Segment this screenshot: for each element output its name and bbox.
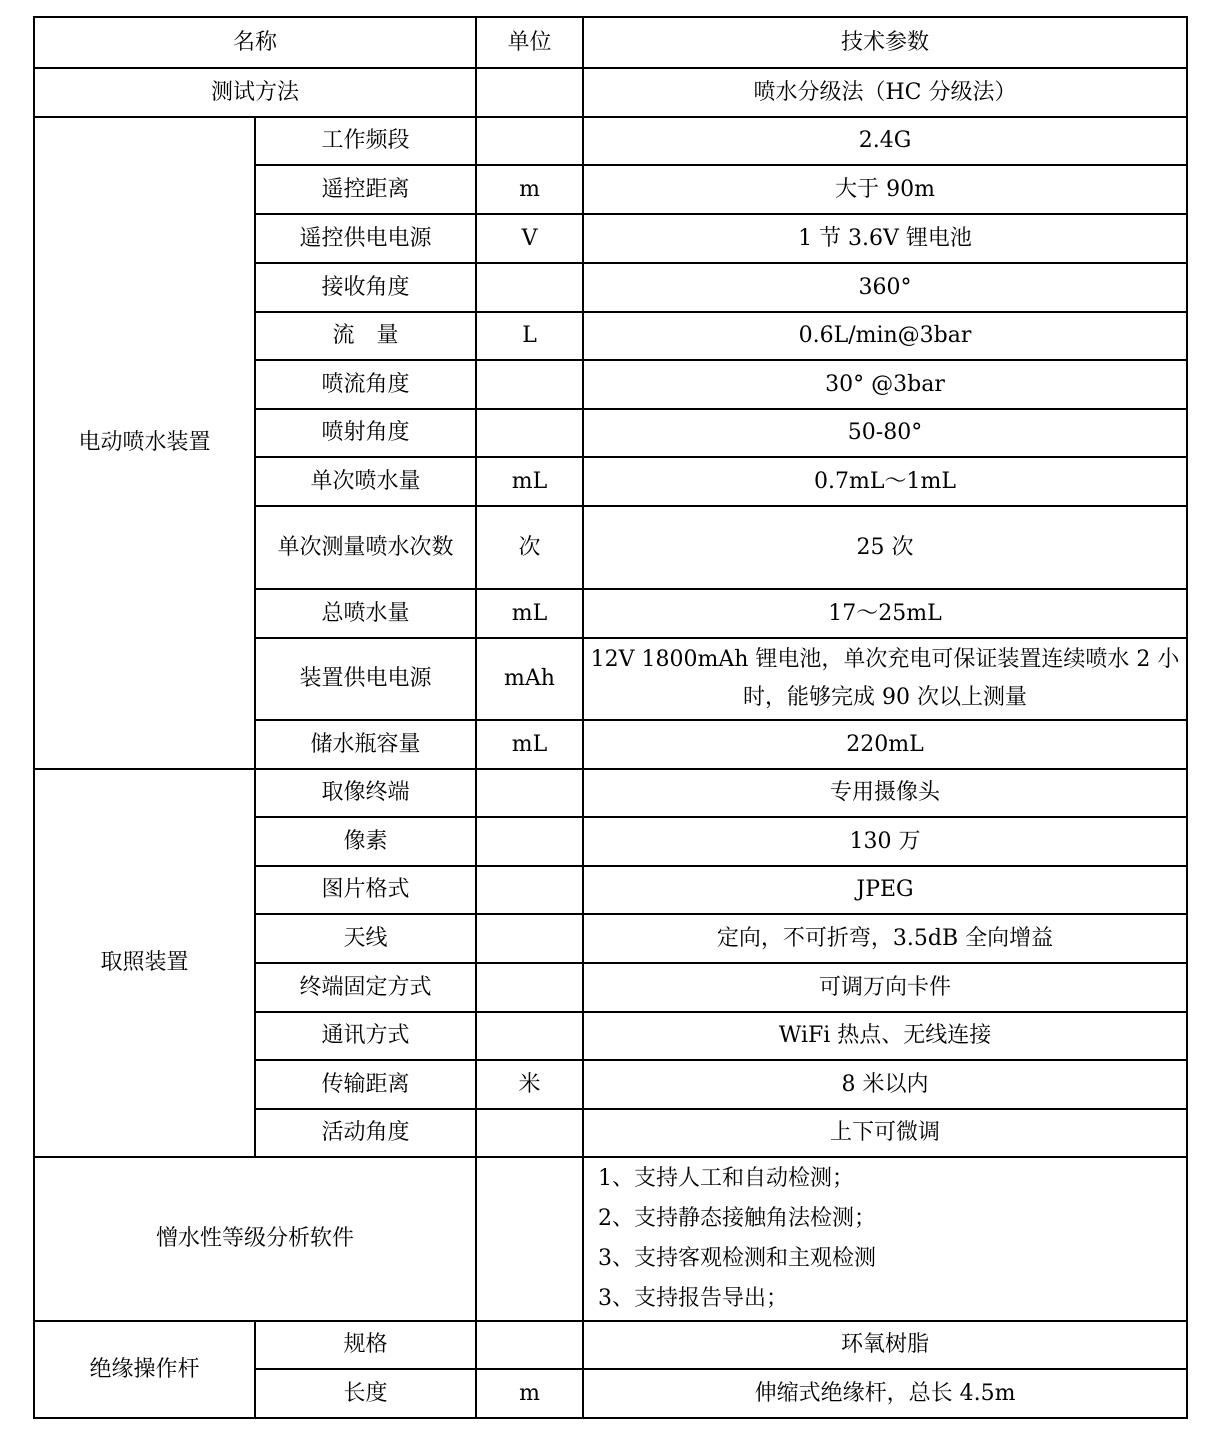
row-item: 图片格式 — [255, 866, 476, 914]
software-features — [583, 1157, 1187, 1321]
row-value: 30° @3bar — [583, 360, 1187, 409]
row-item: 流 量 — [255, 312, 476, 360]
table-row — [34, 1157, 1187, 1321]
row-unit: mAh — [476, 638, 583, 720]
row-value: 360° — [583, 263, 1187, 312]
row-item: 单次喷水量 — [255, 457, 476, 506]
row-item: 储水瓶容量 — [255, 720, 476, 769]
row-value: 50-80° — [583, 409, 1187, 457]
row-unit: V — [476, 214, 583, 263]
row-item: 接收角度 — [255, 263, 476, 312]
row-item: 遥控供电电源 — [255, 214, 476, 263]
row-value: 上下可微调 — [583, 1109, 1187, 1157]
row-unit: 米 — [476, 1060, 583, 1109]
row-unit — [476, 68, 583, 117]
row-item: 遥控距离 — [255, 165, 476, 214]
row-unit — [476, 1157, 583, 1321]
table-row — [34, 117, 1187, 165]
table-row — [34, 1321, 1187, 1369]
row-item: 活动角度 — [255, 1109, 476, 1157]
row-value: 0.6L/min@3bar — [583, 312, 1187, 360]
row-unit — [476, 914, 583, 963]
row-item: 天线 — [255, 914, 476, 963]
row-unit: mL — [476, 457, 583, 506]
row-value: 220mL — [583, 720, 1187, 769]
row-value: 专用摄像头 — [583, 769, 1187, 817]
row-item: 喷流角度 — [255, 360, 476, 409]
group-name: 取照装置 — [34, 769, 255, 1157]
row-value: 大于 90m — [583, 165, 1187, 214]
header-name: 名称 — [34, 17, 476, 68]
row-unit — [476, 866, 583, 914]
group-name: 电动喷水装置 — [34, 117, 255, 769]
row-unit — [476, 117, 583, 165]
row-item: 总喷水量 — [255, 589, 476, 638]
row-item: 喷射角度 — [255, 409, 476, 457]
row-value: 定向，不可折弯，3.5dB 全向增益 — [583, 914, 1187, 963]
row-value: 2.4G — [583, 117, 1187, 165]
header-row — [34, 17, 1187, 68]
row-value: 喷水分级法（HC 分级法） — [583, 68, 1187, 117]
row-unit: m — [476, 1369, 583, 1418]
row-item: 工作频段 — [255, 117, 476, 165]
row-unit — [476, 817, 583, 866]
row-unit — [476, 963, 583, 1012]
row-value: 17～25mL — [583, 589, 1187, 638]
row-value: 25 次 — [583, 506, 1187, 589]
row-value: 可调万向卡件 — [583, 963, 1187, 1012]
header-unit: 单位 — [476, 17, 583, 68]
row-item: 规格 — [255, 1321, 476, 1369]
list-item: 3、支持报告导出； — [598, 1286, 789, 1311]
row-unit — [476, 1012, 583, 1060]
row-unit: m — [476, 165, 583, 214]
row-item: 单次测量喷水次数 — [255, 506, 476, 589]
row-unit — [476, 360, 583, 409]
row-item: 传输距离 — [255, 1060, 476, 1109]
row-unit: mL — [476, 720, 583, 769]
list-item: 2、支持静态接触角法检测； — [598, 1206, 877, 1231]
row-unit: mL — [476, 589, 583, 638]
group-name: 绝缘操作杆 — [34, 1321, 255, 1418]
row-value: 8 米以内 — [583, 1060, 1187, 1109]
row-value: 12V 1800mAh 锂电池，单次充电可保证装置连续喷水 2 小时，能够完成 90 次以上测量 — [583, 638, 1187, 720]
row-item: 取像终端 — [255, 769, 476, 817]
row-value: JPEG — [583, 866, 1187, 914]
row-unit — [476, 1109, 583, 1157]
row-item: 终端固定方式 — [255, 963, 476, 1012]
row-item: 像素 — [255, 817, 476, 866]
row-item: 长度 — [255, 1369, 476, 1418]
row-unit: 次 — [476, 506, 583, 589]
table-row — [34, 769, 1187, 817]
row-item: 装置供电电源 — [255, 638, 476, 720]
row-unit — [476, 1321, 583, 1369]
spec-table — [33, 16, 1188, 1419]
row-value: WiFi 热点、无线连接 — [583, 1012, 1187, 1060]
row-unit — [476, 263, 583, 312]
row-item: 通讯方式 — [255, 1012, 476, 1060]
row-value: 0.7mL～1mL — [583, 457, 1187, 506]
table-row — [34, 68, 1187, 117]
row-unit: L — [476, 312, 583, 360]
row-value: 伸缩式绝缘杆，总长 4.5m — [583, 1369, 1187, 1418]
row-value: 130 万 — [583, 817, 1187, 866]
row-value: 1 节 3.6V 锂电池 — [583, 214, 1187, 263]
row-unit — [476, 769, 583, 817]
software-name: 憎水性等级分析软件 — [34, 1157, 476, 1321]
row-unit — [476, 409, 583, 457]
row-value: 环氧树脂 — [583, 1321, 1187, 1369]
row-label: 测试方法 — [34, 68, 476, 117]
list-item: 1、支持人工和自动检测； — [598, 1166, 855, 1191]
list-item: 3、支持客观检测和主观检测 — [598, 1246, 877, 1271]
header-param: 技术参数 — [583, 17, 1187, 68]
